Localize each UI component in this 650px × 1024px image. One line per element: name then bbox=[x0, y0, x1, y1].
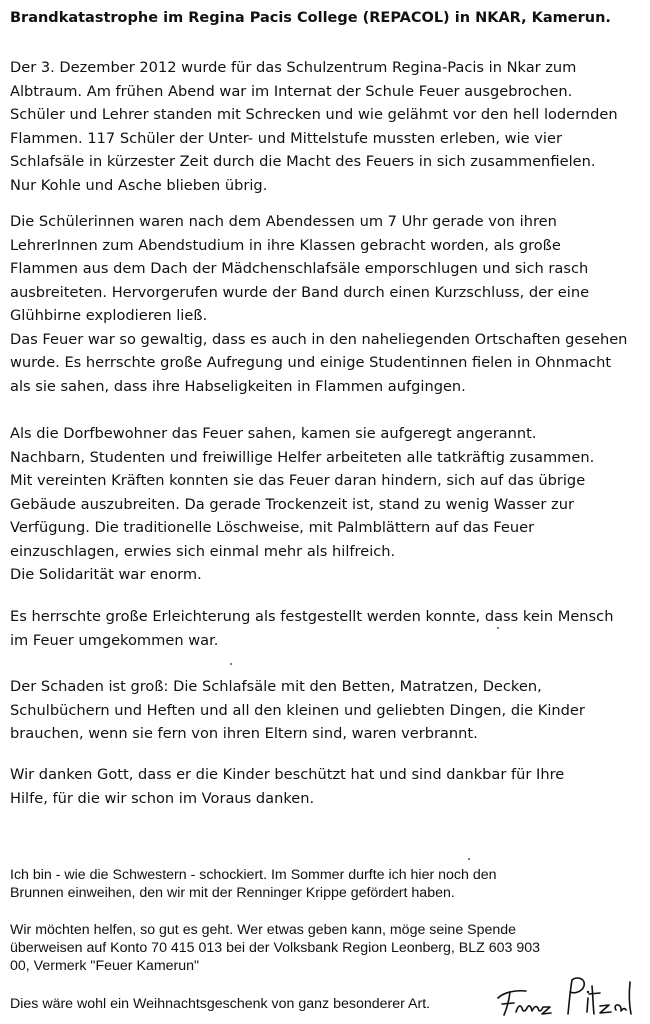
paragraph-2 bbox=[10, 210, 642, 398]
text-line: Nur Kohle und Asche blieben übrig. bbox=[10, 176, 268, 194]
text-line: Flammen aus dem Dach der Mädchenschlafsäle emporschlugen und sich rasch bbox=[10, 260, 589, 277]
text-line: Ich bin - wie die Schwestern - schockiert. Im Sommer durfte ich hier noch den bbox=[10, 867, 497, 883]
text-line: Wir danken Gott, dass er die Kinder beschützt hat und sind dankbar für Ihre bbox=[10, 766, 565, 783]
text-line: Schulbüchern und Heften und all den kleinen und geliebten Dingen, die Kinder bbox=[10, 701, 585, 719]
text-line: Als die Dorfbewohner das Feuer sahen, kamen sie aufgeregt angerannt. bbox=[10, 425, 537, 442]
text-line: Die Schülerinnen waren nach dem Abendessen um 7 Uhr gerade von ihren bbox=[10, 213, 557, 230]
text-line: Albtraum. Am frühen Abend war im Internat der Schule Feuer ausgebrochen. bbox=[10, 82, 573, 100]
text-line: Der 3. Dezember 2012 wurde für das Schulzentrum Regina-Pacis in Nkar zum bbox=[10, 59, 577, 76]
text-line: Glühbirne explodieren ließ. bbox=[10, 307, 208, 324]
text-line: 00, Vermerk "Feuer Kamerun" bbox=[10, 958, 200, 974]
text-line: im Feuer umgekommen war. bbox=[10, 631, 219, 649]
text-line: ausbreiteten. Hervorgerufen wurde der Band durch einen Kurzschluss, der eine bbox=[10, 283, 590, 301]
paragraph-5 bbox=[10, 675, 642, 746]
paragraph-1 bbox=[10, 56, 642, 197]
text-line: Flammen. 117 Schüler der Unter- und Mittelstufe mussten erleben, wie vier bbox=[10, 129, 562, 147]
text-line: Schüler und Lehrer standen mit Schrecken und wie gelähmt vor den hell lodernden bbox=[10, 106, 618, 123]
text-line: Nachbarn, Studenten und freiwillige Helfer arbeiteten alle tatkräftig zusammen. bbox=[10, 448, 595, 466]
text-line: LehrerInnen zum Abendstudium in ihre Klassen gebracht worden, als große bbox=[10, 236, 561, 254]
document-title: Brandkatastrophe im Regina Pacis College (REPACOL) in NKAR, Kamerun. bbox=[10, 10, 611, 26]
paragraph-3 bbox=[10, 422, 642, 587]
text-line: Die Solidarität war enorm. bbox=[10, 566, 202, 583]
text-line: wurde. Es herrschte große Aufregung und einige Studentinnen fielen in Ohnmacht bbox=[10, 354, 612, 371]
addendum-paragraph-3 bbox=[10, 995, 480, 1013]
text-line: Verfügung. Die traditionelle Löschweise, mit Palmblättern auf das Feuer bbox=[10, 519, 535, 536]
text-line: einzuschlagen, erwies sich einmal mehr als hilfreich. bbox=[10, 542, 396, 560]
paragraph-4 bbox=[10, 605, 642, 652]
text-line: brauchen, wenn sie fern von ihren Eltern sind, waren verbrannt. bbox=[10, 725, 478, 742]
text-line: Mit vereinten Kräften konnten sie das Feuer daran hindern, sich auf das übrige bbox=[10, 472, 586, 489]
scan-speck bbox=[468, 858, 470, 860]
text-line: Dies wäre wohl ein Weihnachtsgeschenk von ganz besonderer Art. bbox=[10, 996, 431, 1012]
addendum-paragraph-1 bbox=[10, 866, 642, 902]
text-line: Brunnen einweihen, den wir mit der Renninger Krippe gefördert haben. bbox=[10, 885, 455, 901]
text-line: Wir möchten helfen, so gut es geht. Wer etwas geben kann, möge seine Spende bbox=[10, 922, 517, 938]
text-line: überweisen auf Konto 70 415 013 bei der Volksbank Region Leonberg, BLZ 603 903 bbox=[10, 940, 541, 956]
text-line: als sie sahen, dass ihre Habseligkeiten in Flammen aufgingen. bbox=[10, 377, 466, 395]
text-line: Der Schaden ist groß: Die Schlafsäle mit den Betten, Matratzen, Decken, bbox=[10, 678, 542, 695]
text-line: Es herrschte große Erleichterung als festgestellt werden konnte, dass kein Mensch bbox=[10, 608, 614, 625]
text-line: Gebäude auszubreiten. Da gerade Trockenzeit ist, stand zu wenig Wasser zur bbox=[10, 495, 574, 513]
scan-speck bbox=[497, 627, 499, 629]
scan-speck bbox=[230, 663, 232, 665]
text-line: Schlafsäle in kürzester Zeit durch die Macht des Feuers in sich zusammenfielen. bbox=[10, 153, 596, 170]
paragraph-6 bbox=[10, 763, 642, 810]
handwritten-signature bbox=[490, 968, 640, 1020]
text-line: Das Feuer war so gewaltig, dass es auch in den naheliegenden Ortschaften gesehen bbox=[10, 330, 628, 348]
text-line: Hilfe, für die wir schon im Voraus danken. bbox=[10, 789, 315, 807]
addendum-paragraph-2 bbox=[10, 921, 642, 975]
